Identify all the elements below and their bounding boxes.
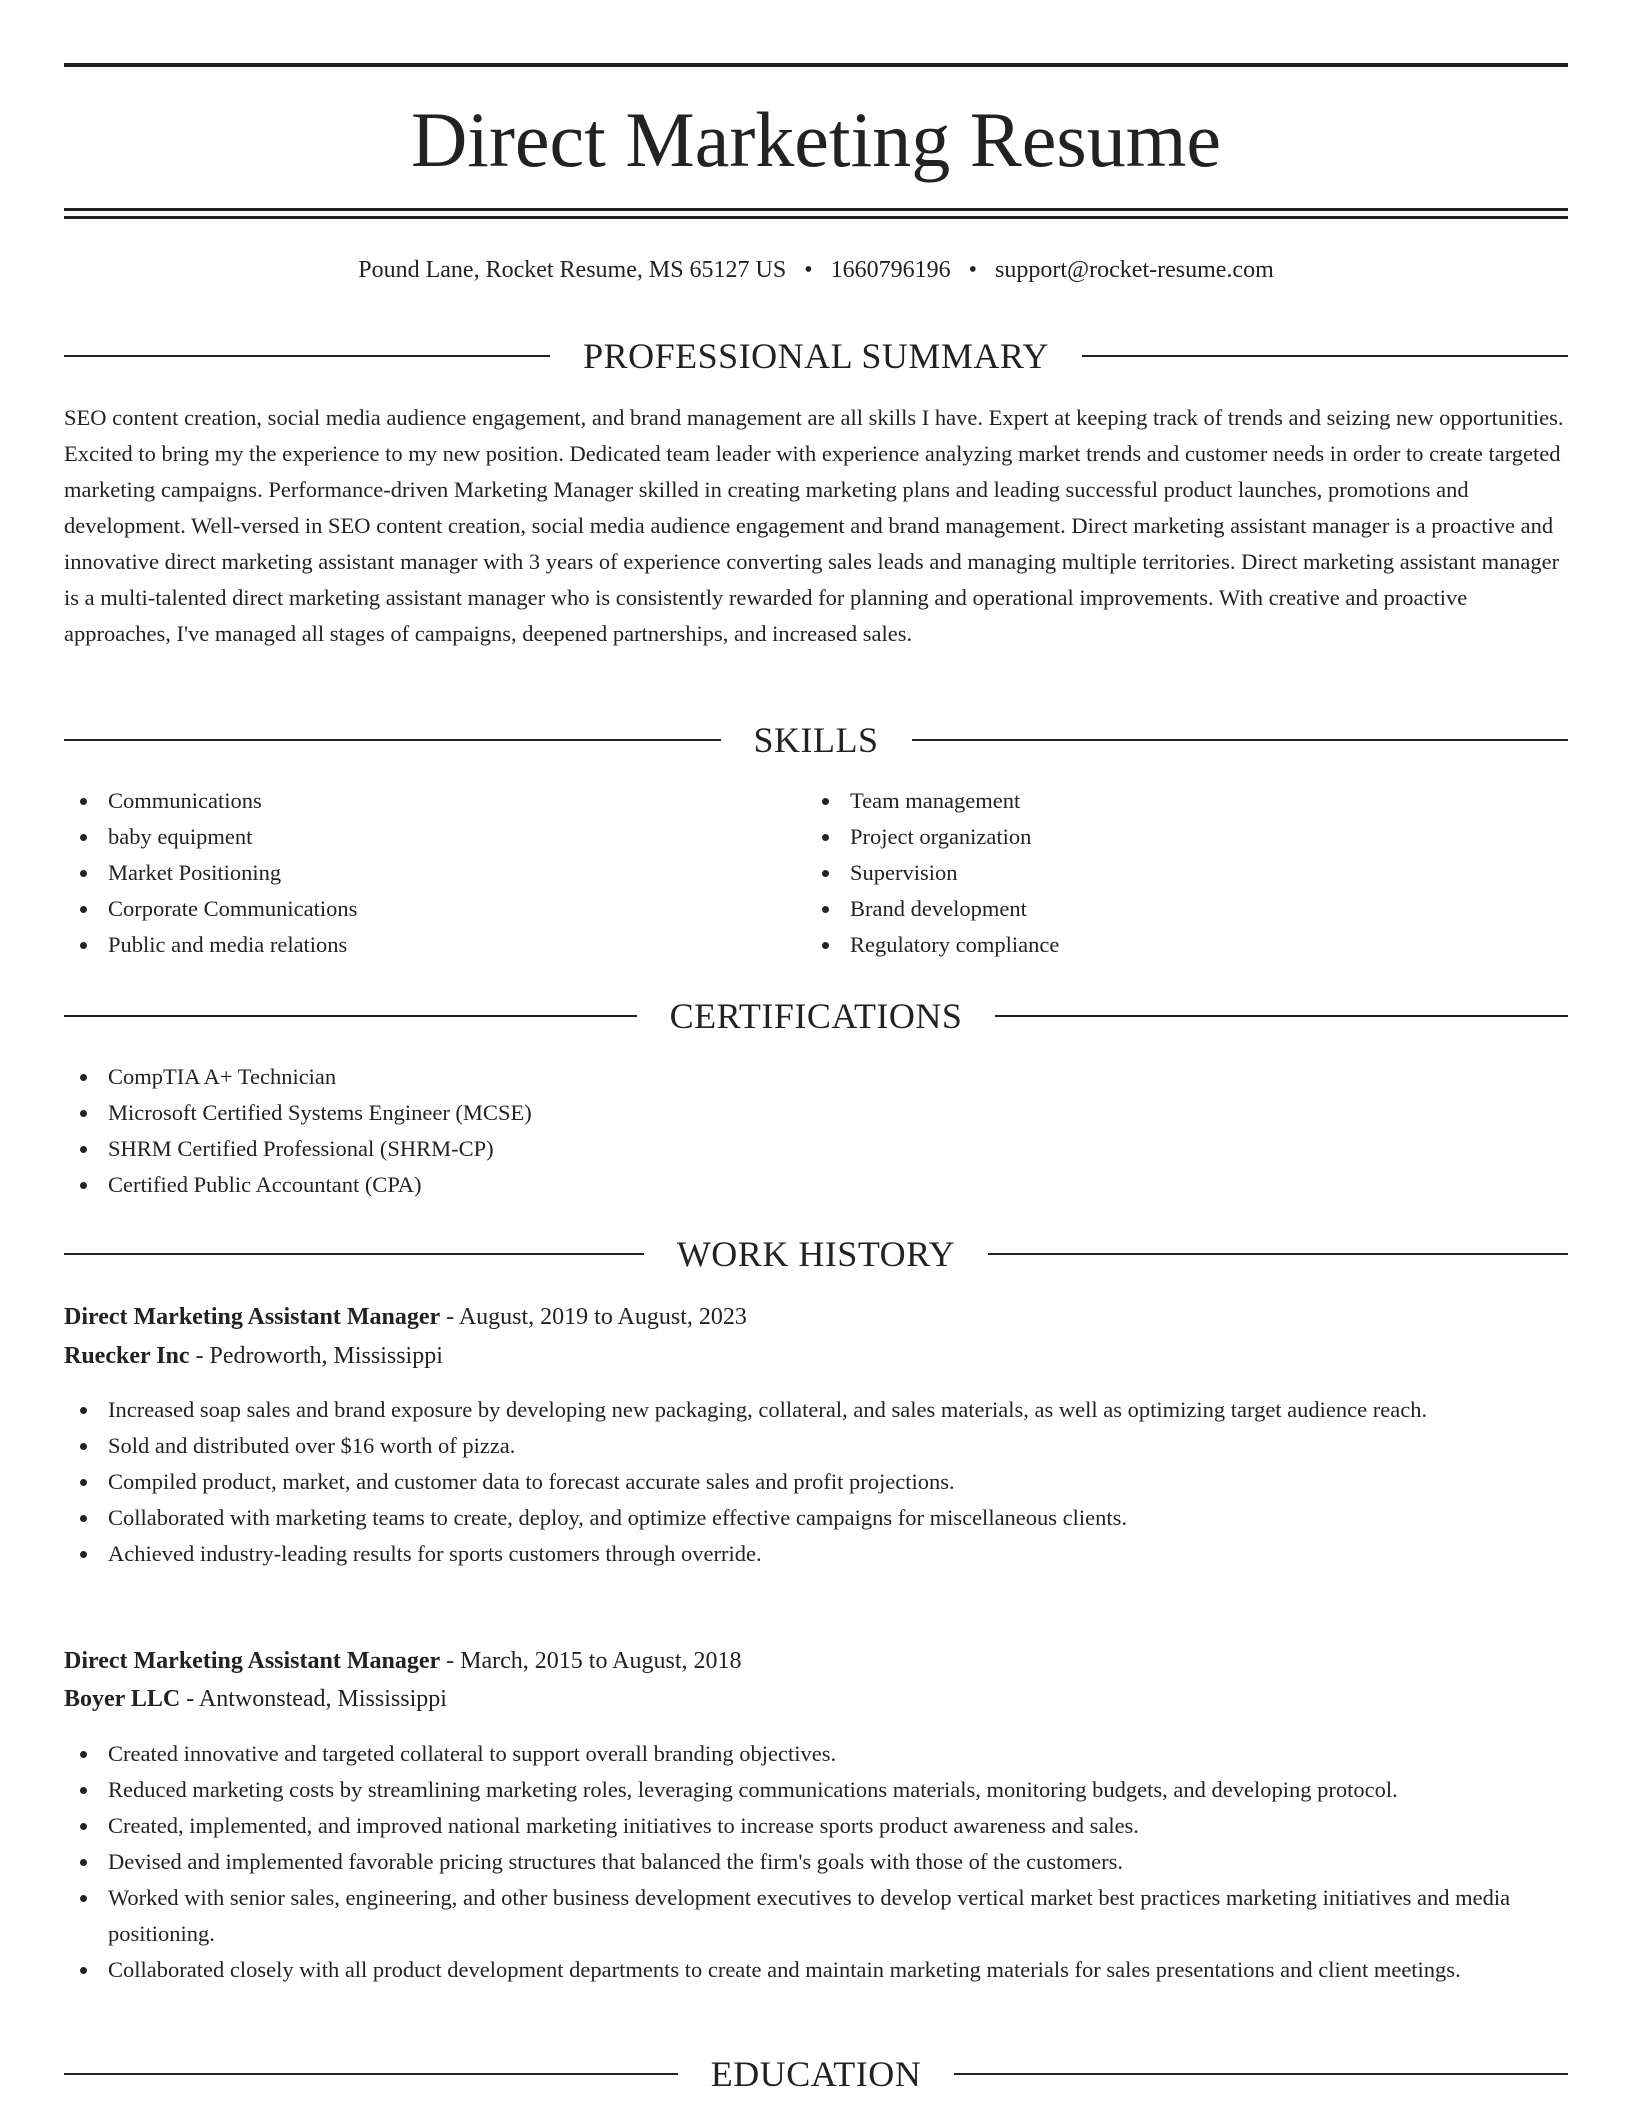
job-bullet: Collaborated closely with all product development departments to create and maintain marketing materials for sales presentations and client meetings. (64, 1952, 1568, 1988)
skill-item: Brand development (806, 891, 1546, 927)
skill-item: Corporate Communications (64, 891, 804, 927)
section-header-certifications (64, 994, 1568, 1038)
section-rule-right (954, 2073, 1568, 2075)
skill-item: Supervision (806, 855, 1546, 891)
resume-title: Direct Marketing Resume (410, 96, 1222, 183)
job-dates: - August, 2019 to August, 2023 (440, 1304, 747, 1330)
section-header-summary (64, 334, 1568, 378)
job-title: Direct Marketing Assistant Manager (64, 1648, 441, 1674)
certification-item: Microsoft Certified Systems Engineer (MCSE) (64, 1095, 1568, 1131)
job-location: - Pedroworth, Mississippi (189, 1343, 443, 1369)
skill-item: Project organization (806, 819, 1546, 855)
certification-item: CompTIA A+ Technician (64, 1059, 1568, 1095)
section-rule-right (995, 1015, 1568, 1017)
job-location: - Antwonstead, Mississippi (180, 1686, 447, 1712)
job-bullet: Created, implemented, and improved national marketing initiatives to increase sports product awareness and sales. (64, 1808, 1568, 1844)
job-company-line (64, 1337, 1568, 1375)
section-header-work-history (64, 1232, 1568, 1276)
contact-address: Pound Lane, Rocket Resume, MS 65127 US (358, 257, 787, 283)
certification-item: SHRM Certified Professional (SHRM-CP) (64, 1131, 1568, 1167)
section-title-certifications: CERTIFICATIONS (669, 996, 963, 1036)
title-double-rule-upper (64, 208, 1568, 211)
contact-email[interactable]: support@rocket-resume.com (995, 257, 1274, 283)
job-title-line (64, 1642, 1568, 1680)
section-rule-left (64, 355, 550, 357)
skill-item: Team management (806, 783, 1546, 819)
top-rule (64, 63, 1568, 67)
job-bullet: Reduced marketing costs by streamlining marketing roles, leveraging communications materials, monitoring budgets, and developing protocol. (64, 1772, 1568, 1808)
job-bullet: Compiled product, market, and customer data to forecast accurate sales and profit projections. (64, 1464, 1568, 1500)
skill-item: Public and media relations (64, 927, 804, 963)
section-title-education: EDUCATION (710, 2054, 922, 2094)
certifications-list (64, 1059, 1568, 1203)
skill-item: Market Positioning (64, 855, 804, 891)
job-dates: - March, 2015 to August, 2018 (440, 1648, 742, 1674)
section-rule-left (64, 1253, 644, 1255)
contact-line (64, 252, 1568, 288)
job-title: Direct Marketing Assistant Manager (64, 1304, 441, 1330)
section-rule-left (64, 739, 721, 741)
job-company-line (64, 1680, 1568, 1718)
section-header-skills (64, 718, 1568, 762)
section-title-skills: SKILLS (753, 720, 879, 760)
skill-item: baby equipment (64, 819, 804, 855)
summary-paragraph: SEO content creation, social media audience engagement, and brand management are all skills I have. Expert at keeping track of trends and seizing new opportunities. Excited to bring my the experience to my new position. Dedicated team leader with experience analyzing market trends and customer needs in order to create targeted marketing campaigns. Performance-driven Marketing Manager skilled in creating marketing plans and leading successful product launches, promotions and development. Well-versed in SEO content creation, social media audience engagement and brand management. Direct marketing assistant manager is a proactive and innovative direct marketing assistant manager with 3 years of experience converting sales leads and managing multiple territories. Direct marketing assistant manager is a multi-talented direct marketing assistant manager who is consistently rewarded for planning and operational improvements. With creative and proactive approaches, I've managed all stages of campaigns, deepened partnerships, and increased sales. (64, 405, 1564, 646)
job-title-line (64, 1298, 1568, 1336)
job-bullet: Devised and implemented favorable pricing structures that balanced the firm's goals with those of the customers. (64, 1844, 1568, 1880)
skills-list-left (64, 783, 804, 963)
section-rule-left (64, 2073, 678, 2075)
job-bullet: Collaborated with marketing teams to create, deploy, and optimize effective campaigns for miscellaneous clients. (64, 1500, 1568, 1536)
job-company: Boyer LLC (64, 1686, 181, 1712)
job-bullets (64, 1736, 1568, 1988)
job-bullet: Increased soap sales and brand exposure by developing new packaging, collateral, and sales materials, as well as optimizing target audience reach. (64, 1392, 1568, 1428)
contact-phone: 1660796196 (830, 257, 951, 283)
section-title-summary: PROFESSIONAL SUMMARY (583, 336, 1049, 376)
job-bullet: Sold and distributed over $16 worth of pizza. (64, 1428, 1568, 1464)
skill-item: Regulatory compliance (806, 927, 1546, 963)
job-bullet: Worked with senior sales, engineering, and other business development executives to develop vertical market best practices marketing initiatives and media positioning. (64, 1880, 1568, 1952)
section-header-education (64, 2052, 1568, 2096)
job-bullet: Achieved industry-leading results for sports customers through override. (64, 1536, 1568, 1572)
title-double-rule-lower (64, 216, 1568, 219)
skills-list-right (806, 783, 1546, 963)
section-title-work-history: WORK HISTORY (676, 1234, 956, 1274)
contact-separator: • (968, 257, 978, 283)
section-rule-right (1082, 355, 1568, 357)
skill-item: Communications (64, 783, 804, 819)
section-rule-left (64, 1015, 637, 1017)
certification-item: Certified Public Accountant (CPA) (64, 1167, 1568, 1203)
job-bullet: Created innovative and targeted collateral to support overall branding objectives. (64, 1736, 1568, 1772)
job-bullets (64, 1392, 1568, 1572)
contact-separator: • (804, 257, 813, 283)
job-company: Ruecker Inc (64, 1343, 190, 1369)
section-rule-right (912, 739, 1569, 741)
section-rule-right (988, 1253, 1568, 1255)
